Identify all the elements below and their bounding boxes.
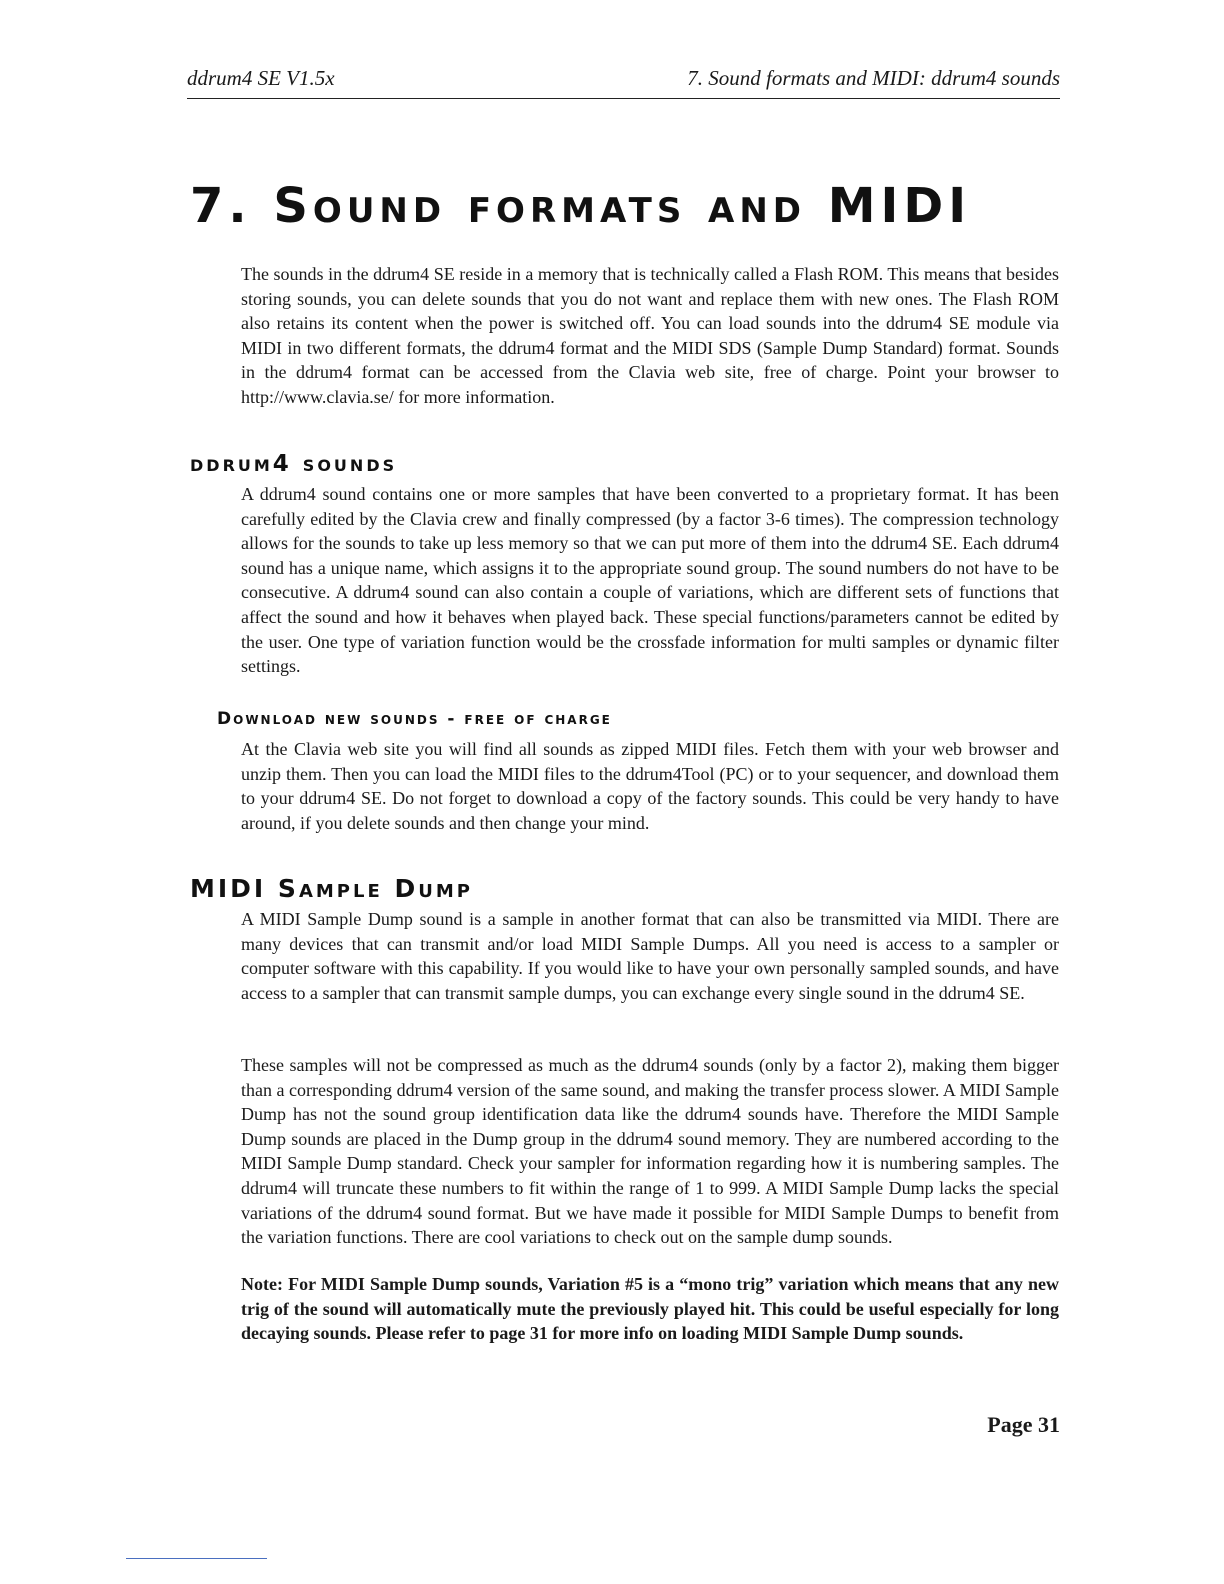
- midi-sample-dump-paragraph-1: A MIDI Sample Dump sound is a sample in another format that can also be transmitted via MIDI. There are many devices that can transmit and/or load MIDI Sample Dumps. All you need is access to a sampler or computer software with this capability. If you would like to have your own personally sampled sounds, and have access to a sampler that can transmit sample dumps, you can exchange every single sound in the ddrum4 SE.: [241, 909, 1059, 1003]
- page-number: Page 31: [987, 1412, 1060, 1437]
- header-left: ddrum4 SE V1.5x: [187, 66, 335, 90]
- chapter-title: 7. Sound formats and MIDI: [190, 178, 972, 234]
- running-header: [187, 64, 1060, 99]
- note-paragraph: Note: For MIDI Sample Dump sounds, Variation #5 is a “mono trig” variation which means that any new trig of the sound will automatically mute the previously played hit. This could be useful especially for long decaying sounds. Please refer to page 31 for more info on loading MIDI Sample Dump sounds.: [241, 1274, 1059, 1344]
- ddrum4-sounds-paragraph: A ddrum4 sound contains one or more samples that have been converted to a proprietary format. It has been carefully edited by the Clavia crew and finally compressed (by a factor 3-6 times). The compression technology allows for the sounds to take up less memory so that we can put more of them into the ddrum4 SE. Each ddrum4 sound has a unique name, which assigns it to the appropriate sound group. The sound numbers do not have to be consecutive. A ddrum4 sound can also contain a couple of variations, which are different sets of functions that affect the sound and how it behaves when played back. These special functions/parameters cannot be edited by the user. One type of variation function would be the crossfade information for multi samples or dynamic filter settings.: [241, 484, 1059, 677]
- footer-rule: [126, 1558, 267, 1559]
- subsection-heading-download: Download new sounds - free of charge: [217, 709, 612, 729]
- intro-paragraph: The sounds in the ddrum4 SE reside in a memory that is technically called a Flash ROM. This means that besides storing sounds, you can delete sounds that you do not want and replace them with new ones. The Flash ROM also retains its content when the power is switched off. You can load sounds into the ddrum4 SE module via MIDI in two different formats, the ddrum4 format and the MIDI SDS (Sample Dump Standard) format. Sounds in the ddrum4 format can be accessed from the Clavia web site, free of charge. Point your browser to http://www.clavia.se/ for more information.: [241, 264, 1059, 407]
- header-right: 7. Sound formats and MIDI: ddrum4 sounds: [687, 66, 1060, 90]
- midi-sample-dump-paragraph-2: These samples will not be compressed as much as the ddrum4 sounds (only by a factor 2), making them bigger than a corresponding ddrum4 version of the same sound, and making the transfer process slower. A MIDI Sample Dump has not the sound group identification data like the ddrum4 sounds have. Therefore the MIDI Sample Dump sounds are placed in the Dump group in the ddrum4 sound memory. They are numbered according to the MIDI Sample Dump standard. Check your sampler for information regarding how it is numbering samples. The ddrum4 will truncate these numbers to fit within the range of 1 to 999. A MIDI Sample Dump lacks the special variations of the ddrum4 sound format. But we have made it possible for MIDI Sample Dumps to benefit from the variation functions. There are cool variations to check out on the sample dump sounds.: [241, 1055, 1059, 1248]
- download-paragraph: At the Clavia web site you will find all sounds as zipped MIDI files. Fetch them with your web browser and unzip them. Then you can load the MIDI files to the ddrum4Tool (PC) or to your sequencer, and download them to your ddrum4 SE. Do not forget to download a copy of the factory sounds. This could be very handy to have around, if you delete sounds and then change your mind.: [241, 739, 1059, 833]
- section-heading-ddrum4-sounds: ddrum4 sounds: [190, 451, 398, 477]
- section-heading-midi-sample-dump: MIDI Sample Dump: [190, 874, 473, 903]
